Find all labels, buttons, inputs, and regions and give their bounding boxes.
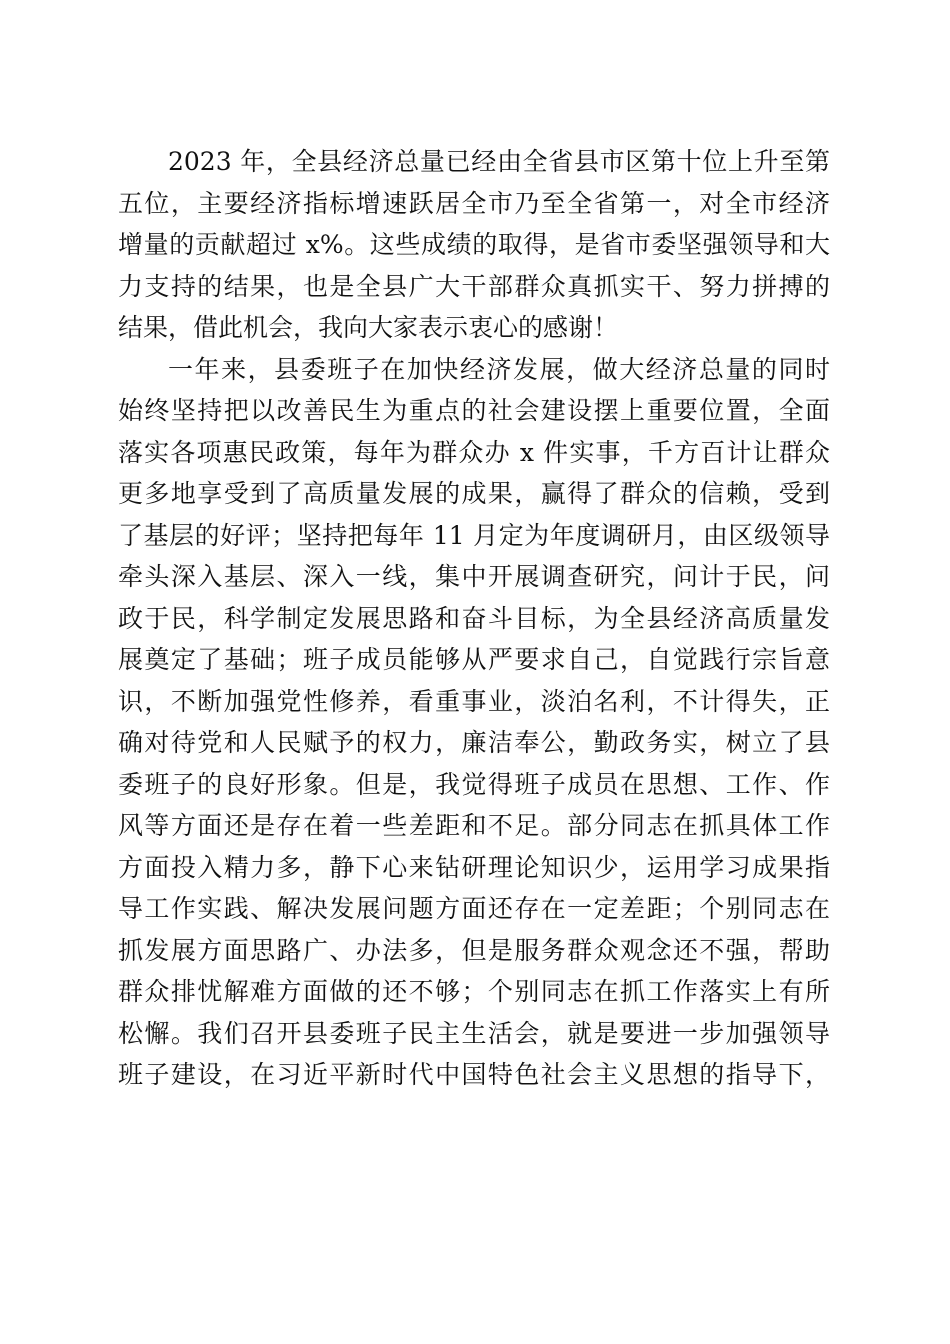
text-line: 政于民，科学制定发展思路和奋斗目标，为全县经济高质量发 — [118, 603, 830, 633]
paragraph-1 — [118, 141, 830, 349]
text-line: 群众排忧解难方面做的还不够；个别同志在抓工作落实上有所 — [118, 977, 830, 1006]
text-line: 五位，主要经济指标增速跃居全市乃至全省第一，对全市经济 — [118, 188, 830, 218]
text-line: 风等方面还是存在着一些差距和不足。部分同志在抓具体工作 — [118, 811, 830, 840]
document-body — [118, 141, 830, 1096]
text-line: 结果，借此机会，我向大家表示衷心的感谢！ — [118, 313, 619, 342]
text-line: 2023 年，全县经济总量已经由全省县市区第十位上升至第 — [168, 147, 830, 176]
text-line: 牵头深入基层、深入一线，集中开展调查研究，问计于民，问 — [118, 562, 830, 591]
text-line: 松懈。我们召开县委班子民主生活会，就是要进一步加强领导 — [118, 1018, 830, 1048]
text-line: 更多地享受到了高质量发展的成果，赢得了群众的信赖，受到 — [118, 479, 830, 508]
text-line: 班子建设，在习近平新时代中国特色社会主义思想的指导下， — [118, 1060, 830, 1089]
text-line: 了基层的好评；坚持把每年 11 月定为年度调研月，由区级领导 — [118, 520, 830, 550]
text-line: 方面投入精力多，静下心来钻研理论知识少，运用学习成果指 — [118, 852, 830, 882]
text-line: 确对待党和人民赋予的权力，廉洁奉公，勤政务实，树立了县 — [118, 728, 830, 757]
text-line: 导工作实践、解决发展问题方面还存在一定差距；个别同志在 — [118, 894, 830, 923]
text-line: 增量的贡献超过 x%。这些成绩的取得，是省市委坚强领导和大 — [118, 230, 830, 259]
text-line: 力支持的结果，也是全县广大干部群众真抓实干、努力拼搏的 — [118, 271, 830, 301]
text-line: 展奠定了基础；班子成员能够从严要求自己，自觉践行宗旨意 — [118, 645, 830, 674]
paragraph-2 — [118, 349, 830, 1096]
text-line: 抓发展方面思路广、办法多，但是服务群众观念还不强，帮助 — [118, 935, 830, 965]
text-line: 委班子的良好形象。但是，我觉得班子成员在思想、工作、作 — [118, 769, 830, 799]
text-line: 一年来，县委班子在加快经济发展，做大经济总量的同时 — [168, 354, 830, 384]
text-line: 落实各项惠民政策，每年为群众办 x 件实事，千方百计让群众 — [118, 437, 830, 467]
text-line: 识，不断加强党性修养，看重事业，淡泊名利，不计得失，正 — [118, 686, 830, 716]
text-line: 始终坚持把以改善民生为重点的社会建设摆上重要位置，全面 — [118, 396, 830, 425]
